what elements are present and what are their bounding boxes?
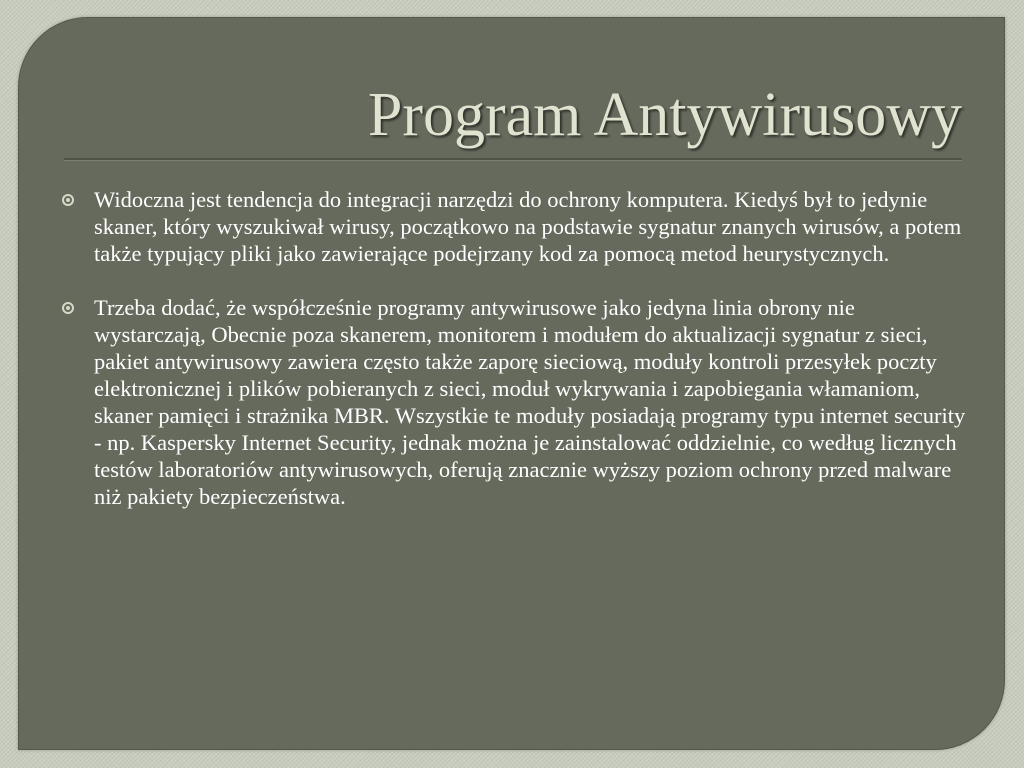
title-divider	[64, 158, 962, 161]
circle-bullet-icon	[62, 302, 74, 314]
bullet-item	[58, 294, 968, 510]
bullet-text: Widoczna jest tendencja do integracji narzędzi do ochrony komputera. Kiedyś był to jedynie skaner, który wyszukiwał wirusy, początkowo na podstawie sygnatur znanych wirusów, a potem także typujący pliki jako zawierające podejrzany kod za pomocą metod heurystycznych.	[94, 187, 962, 266]
bullet-list	[58, 186, 968, 537]
slide-title: Program Antywirusowy	[367, 81, 962, 149]
bullet-item	[58, 186, 968, 267]
bullet-text: Trzeba dodać, że współcześnie programy antywirusowe jako jedyna linia obrony nie wystarczają, Obecnie poza skanerem, monitorem i modułem do aktualizacji sygnatur z sieci, pakiet antywirusowy zawiera często także zaporę sieciową, moduły kontroli przesyłek poczty elektronicznej i plików pobieranych z sieci, moduł wykrywania i zapobiegania włamaniom, skaner pamięci i strażnika MBR. Wszystkie te moduły posiadają programy typu internet security - np. Kaspersky Internet Security, jednak można je zainstalować oddzielnie, co według licznych testów laboratoriów antywirusowych, oferują znacznie wyższy poziom ochrony przed malware niż pakiety bezpieczeństwa.	[94, 295, 966, 509]
circle-bullet-icon	[62, 194, 74, 206]
